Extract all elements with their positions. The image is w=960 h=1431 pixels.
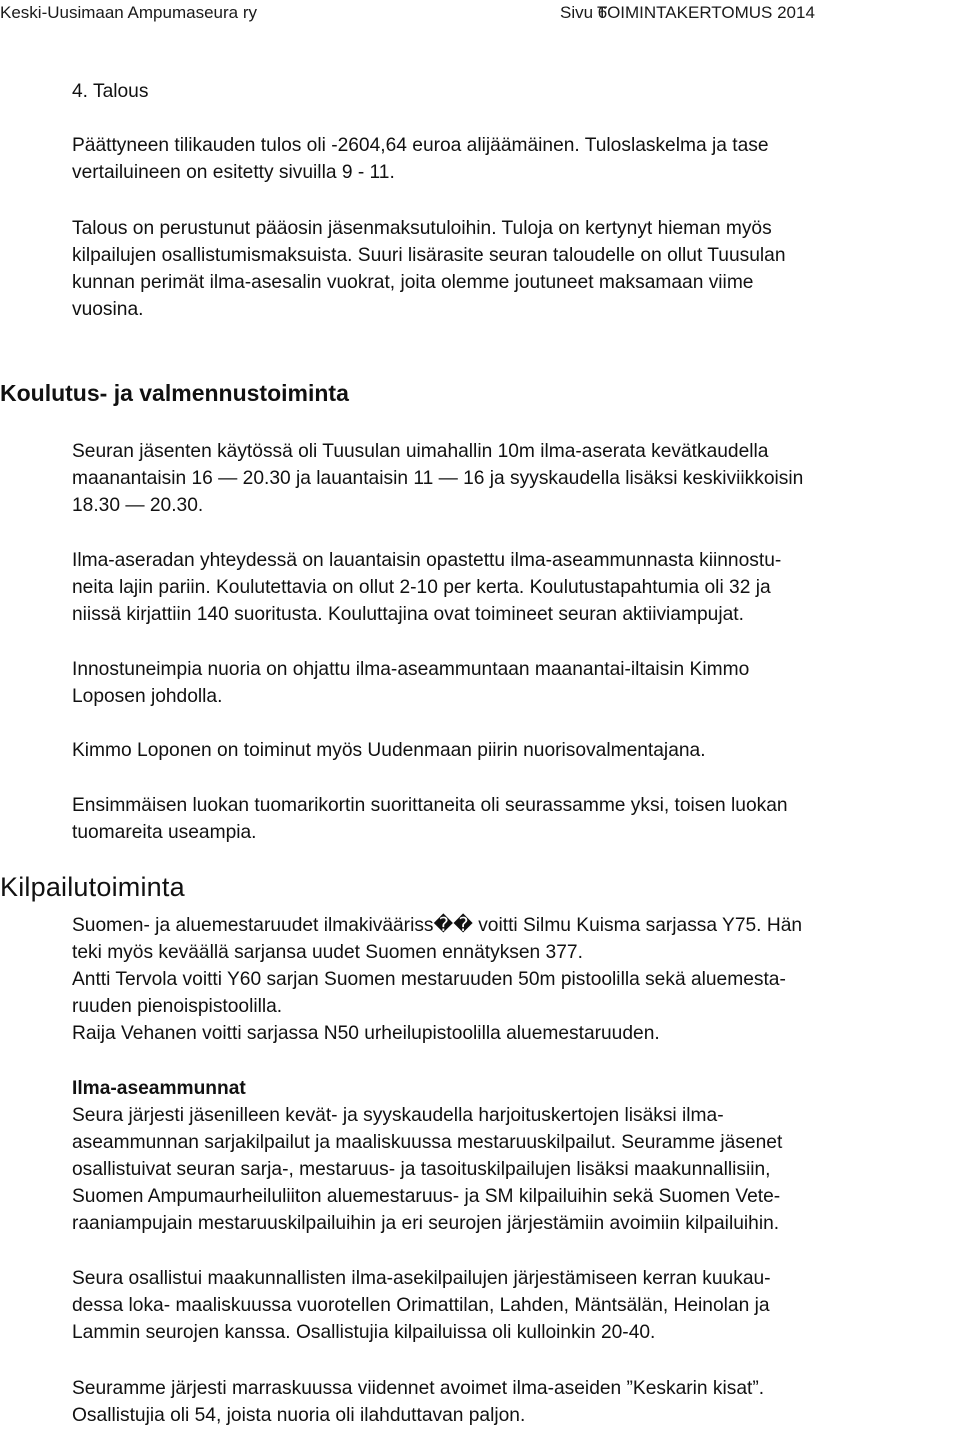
- text-line: raaniampujain mestaruuskilpailuihin ja eri seurojen järjestämiin avoimiin kilpailuihin.: [72, 1213, 780, 1234]
- text-line: Lammin seurojen kanssa. Osallistujia kilpailuissa oli kulloinkin 20-40.: [72, 1322, 656, 1343]
- text-line: aseammunnan sarjakilpailut ja maaliskuussa mestaruuskilpailut. Seuramme jäsenet: [72, 1132, 783, 1153]
- text-line: niissä kirjattiin 140 suoritusta. Kouluttajina ovat toimineet seuran aktiiviampujat.: [72, 604, 744, 625]
- header-page-number: Sivu 6: [560, 3, 608, 22]
- section-title: 4. Talous: [72, 81, 149, 102]
- talous-paragraph-2: [72, 215, 952, 323]
- text-line: Innostuneimpia nuoria on ohjattu ilma-aseammuntaan maanantai-iltaisin Kimmo: [72, 659, 750, 680]
- text-line: Ilma-aseradan yhteydessä on lauantaisin opastettu ilma-aseammunnasta kiinnostu-: [72, 550, 782, 571]
- text-line: Kimmo Loponen on toiminut myös Uudenmaan piirin nuorisovalmentajana.: [72, 740, 706, 761]
- text-line: vuosina.: [72, 299, 144, 320]
- text-line: kilpailujen osallistumismaksuista. Suuri lisärasite seuran taloudelle on ollut Tuusulan: [72, 245, 786, 266]
- text-line: vertailuineen on esitetty sivuilla 9 - 11.: [72, 162, 395, 183]
- text-line: Seura järjesti jäsenilleen kevät- ja syyskaudella harjoituskertojen lisäksi ilma-: [72, 1105, 724, 1126]
- koulutus-paragraph-2: [72, 547, 952, 628]
- text-line: neita lajin pariin. Koulutettavia on ollut 2-10 per kerta. Koulutustapahtumia oli 32 ja: [72, 577, 771, 598]
- section-talous-title: [72, 78, 952, 105]
- koulutus-paragraph-4: [72, 737, 952, 764]
- kilpailu-paragraph-1: [72, 912, 952, 1047]
- subsection-title: Ilma-aseammunnat: [72, 1078, 246, 1099]
- text-line: Antti Tervola voitti Y60 sarjan Suomen mestaruuden 50m pistoolilla sekä aluemesta-: [72, 969, 786, 990]
- koulutus-paragraph-1: [72, 438, 952, 519]
- text-line: Osallistujia oli 54, joista nuoria oli ilahduttavan paljon.: [72, 1405, 526, 1426]
- text-line: kunnan perimät ilma-asesalin vuokrat, joita olemme joutuneet maksamaan viime: [72, 272, 754, 293]
- text-line: Suomen- ja aluemestaruudet ilmakivääriss�� voitti Silmu Kuisma sarjassa Y75. Hän: [72, 915, 803, 936]
- text-line: tuomareita useampia.: [72, 822, 257, 843]
- text-line: 18.30 — 20.30.: [72, 495, 204, 516]
- text-line: Suomen Ampumaurheiluliiton aluemestaruus- ja SM kilpailuihin sekä Suomen Vete-: [72, 1186, 781, 1207]
- text-line: maanantaisin 16 — 20.30 ja lauantaisin 11 — 16 ja syyskaudella lisäksi keskiviikkoisin: [72, 468, 804, 489]
- text-line: Seuramme järjesti marraskuussa viidennet avoimet ilma-aseiden ”Keskarin kisat”.: [72, 1378, 765, 1399]
- ilma-aseammunnat-block: [72, 1075, 952, 1237]
- page-header: [0, 0, 960, 30]
- koulutus-paragraph-5: [72, 792, 952, 846]
- section-koulutus-title: Koulutus- ja valmennustoiminta: [0, 380, 349, 406]
- text-line: osallistuivat seuran sarja-, mestaruus- ja tasoituskilpailujen lisäksi maakunnallisiin,: [72, 1159, 771, 1180]
- text-line: ruuden pienoispistoolilla.: [72, 996, 283, 1017]
- text-line: Seura osallistui maakunnallisten ilma-asekilpailujen järjestämiseen kerran kuukau-: [72, 1268, 771, 1289]
- text-line: Loposen johdolla.: [72, 686, 223, 707]
- talous-paragraph-1: [72, 132, 952, 186]
- kilpailu-paragraph-4: [72, 1375, 952, 1429]
- text-line: teki myös keväällä sarjansa uudet Suomen ennätyksen 377.: [72, 942, 583, 963]
- text-line: Seuran jäsenten käytössä oli Tuusulan uimahallin 10m ilma-aserata kevätkaudella: [72, 441, 769, 462]
- text-line: dessa loka- maaliskuussa vuorotellen Orimattilan, Lahden, Mäntsälän, Heinolan ja: [72, 1295, 770, 1316]
- text-line: Talous on perustunut pääosin jäsenmaksutuloihin. Tuloja on kertynyt hieman myös: [72, 218, 772, 239]
- header-document-title: TOIMINTAKERTOMUS 2014: [597, 3, 815, 22]
- kilpailu-paragraph-3: [72, 1265, 952, 1346]
- header-organization: Keski-Uusimaan Ampumaseura ry: [0, 3, 257, 22]
- text-line: Raija Vehanen voitti sarjassa N50 urheilupistoolilla aluemestaruuden.: [72, 1023, 660, 1044]
- section-kilpailu-title: Kilpailutoiminta: [0, 872, 185, 902]
- text-line: Päättyneen tilikauden tulos oli -2604,64 euroa alijäämäinen. Tuloslaskelma ja tase: [72, 135, 769, 156]
- text-line: Ensimmäisen luokan tuomarikortin suorittaneita oli seurassamme yksi, toisen luokan: [72, 795, 788, 816]
- koulutus-paragraph-3: [72, 656, 952, 710]
